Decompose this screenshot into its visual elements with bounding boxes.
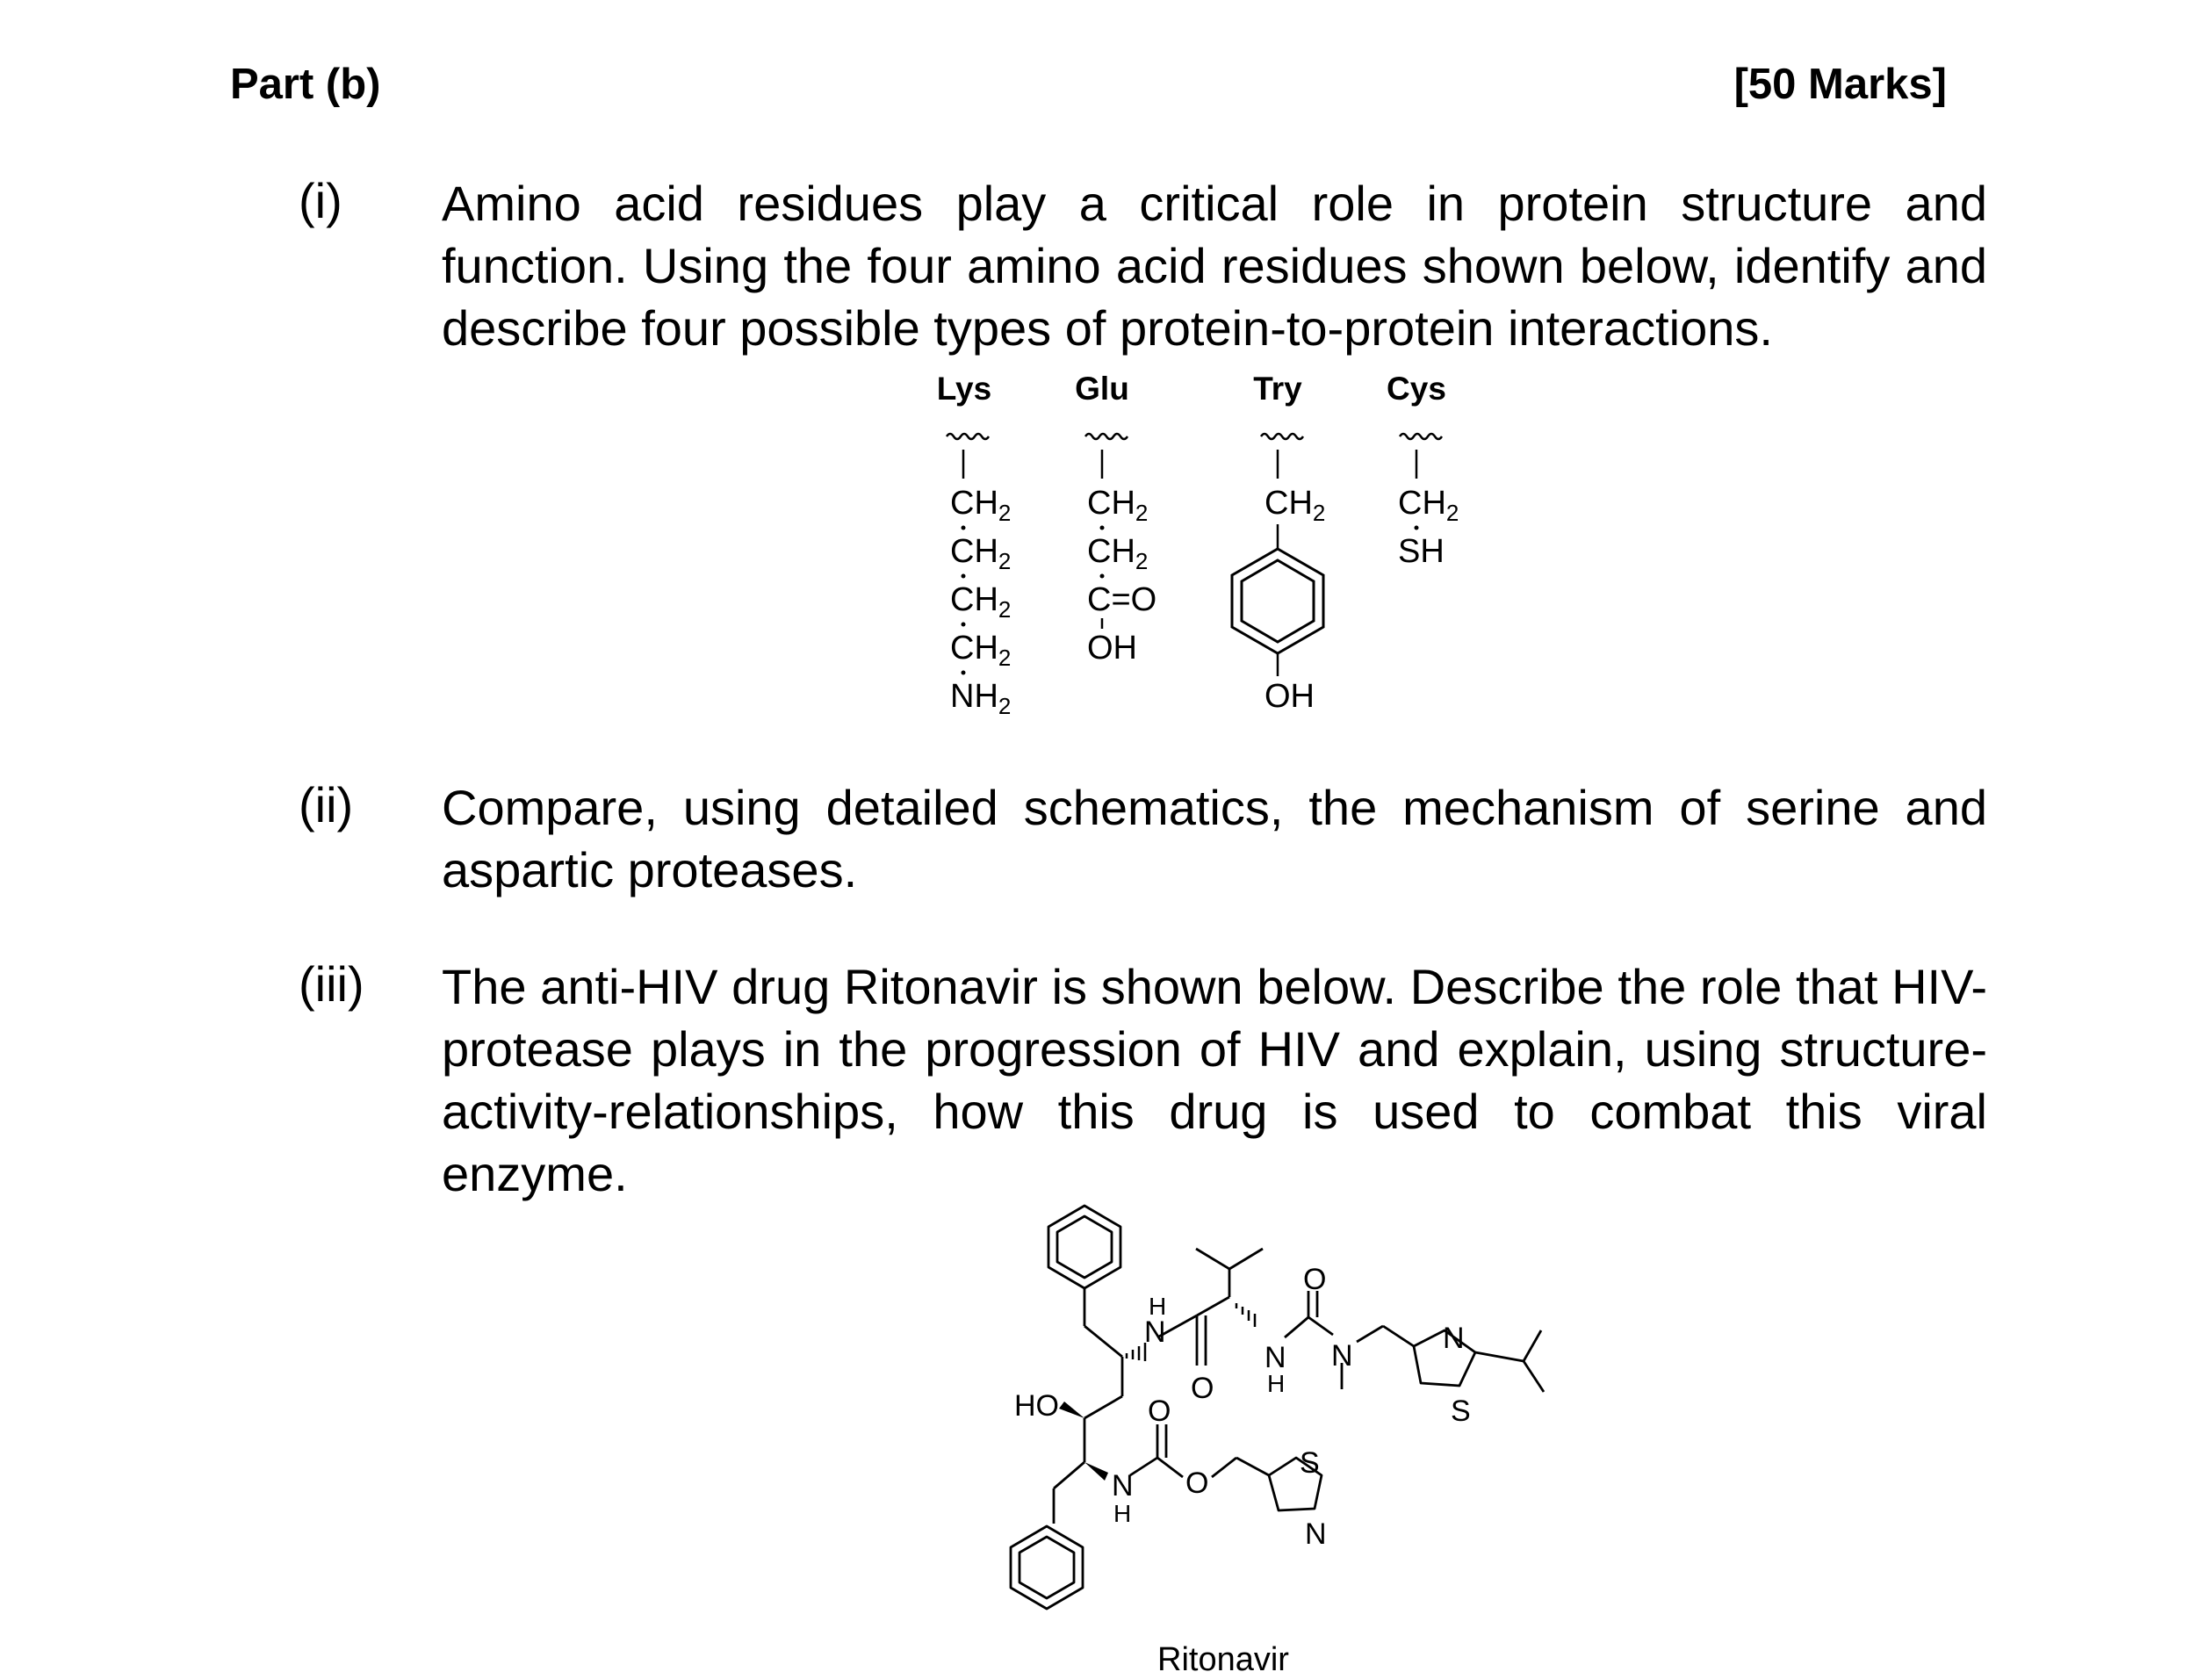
svg-text:CH2: $CH_2$ [1265,485,1326,526]
question-number-i: (i) [299,173,342,228]
atom-n1: N [1144,1315,1166,1349]
atom-n2: N [1265,1341,1286,1374]
residue-name-try: Try [1253,371,1302,407]
atom-o3: O [1148,1395,1171,1428]
atom-n6: N [1305,1517,1327,1551]
residue-name-glu: Glu [1075,371,1129,407]
svg-text:CH2: $CH_2$ [950,630,1012,671]
part-title: Part (b) [230,61,381,108]
svg-text:SH: SH [1398,533,1445,570]
svg-text:OH: OH [1087,630,1137,667]
svg-text:CH2: $CH_2$ [1087,533,1149,574]
residue-name-cys: Cys [1387,371,1446,407]
cys-side-chain [1398,485,1459,570]
glu-side-chain [1087,485,1156,667]
svg-text:OH: OH [1265,678,1315,715]
atom-o2: O [1303,1263,1327,1296]
atom-s2: S [1300,1446,1320,1480]
svg-text:CH2: $CH_2$ [950,581,1012,623]
benzene-ring-icon [1232,549,1323,653]
question-number-iii: (iii) [299,956,364,1012]
svg-text:CH2: $CH_2$ [1398,485,1459,526]
atom-n3: N [1331,1339,1353,1373]
atom-n4: N [1443,1322,1465,1355]
question-number-ii: (ii) [299,777,354,832]
svg-text:CH2: $CH_2$ [950,485,1012,526]
try-side-chain [1232,485,1325,715]
atom-h1: H [1149,1293,1167,1320]
svg-text:NH2: $NH_2$ [950,678,1012,719]
atom-o1: O [1191,1372,1214,1405]
svg-text:CH2: $CH_2$ [1087,485,1149,526]
atom-h2: H [1267,1370,1286,1397]
atom-o4: O [1185,1467,1209,1500]
wavy-bond-marks [947,434,1442,439]
atom-n5: N [1112,1469,1134,1503]
atom-s1: S [1451,1395,1471,1428]
lys-side-chain [950,485,1011,719]
question-text-iii: The anti-HIV drug Ritonavir is shown below. Describe the role that HIV-protease plays in the progression of HIV and explain, using structure-activity-relationships, how this drug is used to combat this viral enzyme. [442,959,1987,1201]
ritonavir-caption: Ritonavir [1157,1641,1289,1672]
residue-name-lys: Lys [936,371,992,407]
svg-text:CH2: $CH_2$ [950,533,1012,574]
atom-ho: HO [1014,1389,1059,1423]
question-text-ii: Compare, using detailed schematics, the mechanism of serine and aspartic proteases. [442,780,1987,897]
marks-label: [50 Marks] [1733,61,1947,108]
atom-h5: H [1113,1500,1132,1527]
svg-text:C=O: C=O [1087,581,1157,618]
question-text-i: Amino acid residues play a critical role in protein structure and function. Using the four amino acid residues shown below, identify and describe four possible types of protein-to-protein interactions. [442,176,1987,356]
